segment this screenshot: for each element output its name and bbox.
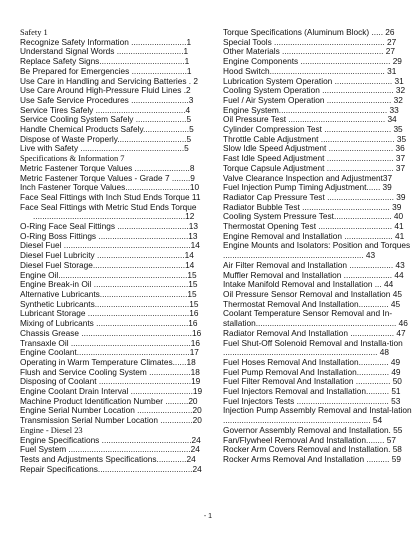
toc-section-heading: Safety 1 [20,28,48,37]
toc-entry: Face Seal Fittings with Metric Stud Ends Torque ..................................................................12 [20,201,197,222]
toc-entry: Alternative Lubricants......................................15 [20,288,197,299]
toc-entry: Lubrication System Operation ......................... 31 [223,75,404,86]
toc-entry: Understand Signal Words .............................1 [20,46,189,57]
toc-entry: Machine Product Identification Number ..........20 [20,395,198,406]
toc-entry: Fuel Injection Pump Timing Adjustment...... 39 [223,182,392,193]
toc-entry: Mixing of Lubricants ........................................16 [20,318,198,329]
toc-entry: Metric Fastener Torque Values ........................8 [20,162,195,173]
toc-entry: Governor Assembly Removal and Installation. 55 [223,424,403,435]
toc-entry: Diesel Fuel .......................................................14 [20,240,200,251]
toc-entry: Engine Break-in Oil .........................................15 [20,279,198,290]
toc-entry: Torque Specifications (Aluminum Block) ..... 26 [223,27,395,37]
toc-entry: O-Ring Boss Fittings .......................................13 [20,230,198,241]
toc-entry: Intake Manifold Removal and Installation ... 44 [223,279,394,290]
toc-entry: Oil Pressure Sensor Removal and Installation 45 [223,288,402,299]
toc-entry: Tests and Adjustments Specifications.............24 [20,453,196,464]
toc-entry: Fuel / Air System Operation ............................ 32 [223,94,403,105]
toc-section-heading: Specifications & Information 7 [20,154,125,164]
toc-entry: Engine Components ....................................... 29 [223,56,402,67]
toc-entry: Transaxle Oil ....................................................16 [20,337,200,348]
toc-entry: Other Materials ............................................ 27 [223,46,395,57]
toc-entry: Hood Switch.................................................. 31 [223,65,397,76]
toc-entry: Inch Fastener Torque Values............................10 [20,182,200,193]
toc-entry: Valve Clearance Inspection and Adjustment37 [223,172,393,183]
toc-entry: Transmission Serial Number Location ..............20 [20,415,202,426]
toc-entry: Thermostat Opening Test ................................ 41 [223,221,404,232]
toc-entry: Lubricant Storage ............................................16 [20,308,199,319]
toc-entry: Dispose of Waste Properly..............................5 [20,133,192,144]
toc-entry: O-Ring Face Seal Fittings ...............................13 [20,221,198,232]
toc-entry: Rocker Arms Removal And Installation .......... 59 [223,453,401,464]
toc-entry: Slow Idle Speed Adjustment ............................ 36 [223,143,405,154]
toc-entry: Service Cooling System Safely ......................5 [20,114,192,125]
toc-entry: Special Tools ................................................ 27 [223,36,397,47]
toc-entry: Engine Mounts and Isolators: Position and Torques ............................................................. 43 [223,240,411,261]
toc-entry: Metric Fastener Torque Values - Grade 7 ........9 [20,172,195,183]
toc-entry: Radiator Removal And Installation ................... 47 [223,327,406,338]
toc-entry: Use Care in Handling and Servicing Batteries . 2 [20,75,199,86]
toc-entry: Fast Idle Speed Adjustment ............................. 37 [223,153,406,164]
toc-entry: Engine Oil........................................................15 [20,269,197,280]
toc-entry: Muffler Removal and Installation ..................... 44 [223,269,404,280]
toc-entry: Cooling System Pressure Test......................... 40 [223,211,404,222]
toc-entry: Chassis Grease ................................................16 [20,327,202,338]
toc-entry: Use Safe Service Procedures .........................3 [20,94,194,105]
toc-entry: Engine Coolant.................................................17 [20,347,199,358]
toc-entry: Torque Capsule Adjustment ............................. 37 [223,162,406,173]
toc-entry: Be Prepared for Emergencies ........................1 [20,65,192,76]
toc-entry: Diesel Fuel Lubricity ......................................14 [20,250,194,261]
toc-entry: Radiator Bubble Test ...................................... 39 [223,201,402,212]
toc-entry: Fuel System .....................................................24 [20,444,200,455]
toc-entry: Live with Safety .............................................5 [20,143,189,154]
toc-entry: Service Tires Safely .......................................4 [20,104,191,115]
toc-entry: Replace Safety Signs.....................................1 [20,56,190,67]
toc-entry: Fuel Shut-Off Solenoid Removal and Installa-tion ................................................................... 48 [223,337,403,358]
toc-entry: Engine Removal and Installation ..................... 41 [223,230,405,241]
toc-entry: Recognize Safety Information ........................1 [20,36,192,47]
toc-entry: Disposing of Coolant ........................................19 [20,376,201,387]
toc-entry: Fuel Pump Removal And Installation.............. 49 [223,366,401,377]
toc-entry: Face Seal Fittings with Inch Stud Ends Torque 11 [20,191,201,202]
toc-entry: Handle Chemical Products Safely....................5 [20,124,194,135]
toc-entry: Fan/Flywheel Removal And Installation........ 57 [223,434,396,445]
toc-entry: Fuel Injectors Removal and Installation.......... 51 [223,386,401,397]
toc-entry: Repair Specifications.........................................24 [20,463,202,474]
toc-entry: Flush and Service Cooling System ..................18 [20,366,200,377]
toc-entry: Fuel Injectors Tests ........................................ 53 [223,395,401,406]
toc-entry: Throttle Cable Adjustment ................................ 35 [223,133,407,144]
toc-entry: Fuel Hoses Removal And Installation............. 49 [223,356,401,367]
toc-entry: Fuel Filter Removal And Installation ............... 50 [223,376,402,387]
toc-entry: Rocker Arm Covers Removal and Installation. 58 [223,444,402,455]
toc-entry: Diesel Fuel Storage........................................14 [20,259,195,270]
toc-entry: Engine Coolant Drain Interval ...........................19 [20,386,203,397]
toc-entry: Cooling System Operation ............................... 32 [223,85,406,96]
toc-entry: Coolant Temperature Sensor Removal and In-stallation............................................................. 46 [223,308,408,329]
toc-entry: Injection Pump Assembly Removal and Instal-lation ................................................................ 54 [223,405,412,426]
toc-section-heading: Engine - Diesel 23 [20,425,83,435]
toc-right-column [223,28,413,465]
toc-entry: Oil Pressure Test .......................................... 34 [223,114,397,125]
toc-entry: Engine Serial Number Location ........................20 [20,405,202,416]
toc-entry: Engine System............................................... 33 [223,104,399,115]
toc-entry: Thermostat Removal And Installation............. 45 [223,298,401,309]
toc-entry: Engine Specifications .......................................24 [20,434,201,445]
page-number: - 1 [203,513,213,520]
toc-entry: Cylinder Compression Test ............................. 35 [223,124,403,135]
toc-entry: Operating in Warm Temperature Climates......18 [20,356,196,367]
toc-entry: Air Filter Removal and Installation ................... 43 [223,259,405,270]
toc-left-column [20,28,206,474]
toc-entry: Use Care Around High-Pressure Fluid Lines .2 [20,85,191,96]
toc-entry: Synthetic Lubricants.........................................15 [20,298,199,309]
toc-entry: Radiator Cap Pressure Test ............................. 39 [223,191,406,202]
